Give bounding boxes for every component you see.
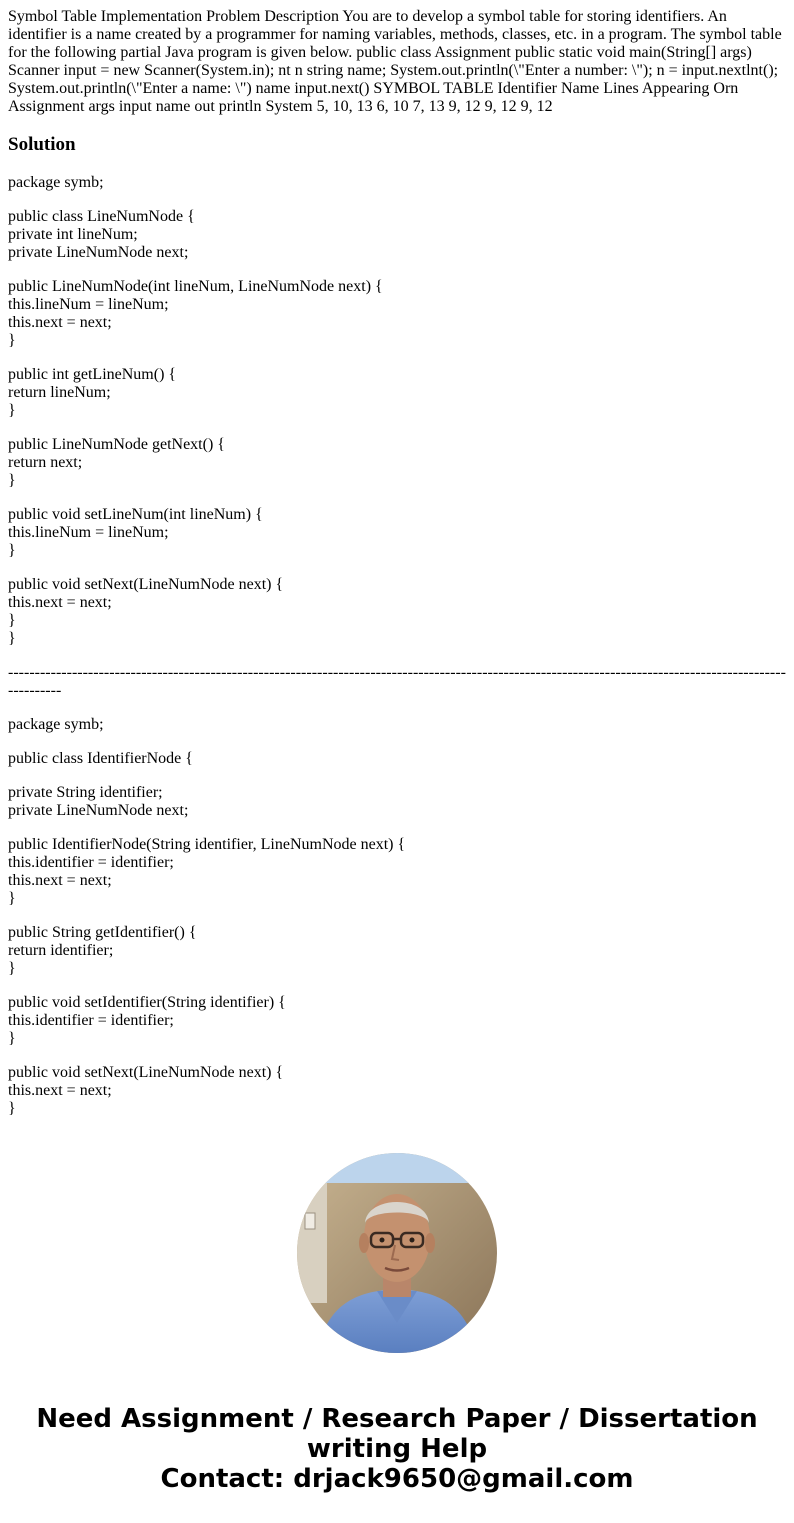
code-line: private String identifier; [8,784,163,801]
code-line: this.next = next; [8,1082,112,1099]
code-section-identifier-node [8,716,786,1118]
solution-heading: Solution [8,134,76,155]
promo-banner [0,1404,794,1494]
code-line: } [8,960,16,977]
code-line: public class IdentifierNode { [8,750,193,767]
code-line: return next; [8,454,83,471]
code-line: this.next = next; [8,314,112,331]
code-section-line-num-node [8,174,786,648]
promo-contact: Contact: drjack9650@gmail.com [160,1464,634,1494]
code-line: public void setNext(LineNumNode next) { [8,576,284,593]
code-line: return identifier; [8,942,114,959]
code-line: } [8,612,16,629]
code-block [8,208,786,262]
code-line: } [8,1030,16,1047]
author-avatar [297,1153,497,1353]
code-line: this.next = next; [8,594,112,611]
code-block [8,924,786,978]
code-line: } [8,542,16,559]
code-line: } [8,890,16,907]
code-line: this.lineNum = lineNum; [8,524,169,541]
code-block [8,174,786,192]
code-line: public void setNext(LineNumNode next) { [8,1064,284,1081]
promo-line-2: writing Help [306,1434,488,1464]
code-block [8,994,786,1048]
promo-line-1: Need Assignment / Research Paper / Dissertation [36,1404,758,1434]
code-line: } [8,630,16,647]
code-line: public int getLineNum() { [8,366,177,383]
code-line: this.identifier = identifier; [8,854,174,871]
code-line: private int lineNum; [8,226,138,243]
code-line: } [8,472,16,489]
code-block [8,278,786,350]
code-line: public LineNumNode(int lineNum, LineNumNode next) { [8,278,383,295]
code-block [8,576,786,648]
code-line: public String getIdentifier() { [8,924,197,941]
code-line: private LineNumNode next; [8,802,189,819]
code-line: public IdentifierNode(String identifier, LineNumNode next) { [8,836,406,853]
code-block [8,784,786,820]
code-line: } [8,332,16,349]
code-line: public void setLineNum(int lineNum) { [8,506,263,523]
person-photo-icon [297,1153,497,1353]
code-line: this.identifier = identifier; [8,1012,174,1029]
code-line: return lineNum; [8,384,111,401]
problem-description: Symbol Table Implementation Problem Description You are to develop a symbol table for storing identifiers. An identifier is a name created by a programmer for naming variables, methods, classes, etc. in a program. The symbol table for the following partial Java program is given below. public class Assignment public static void main(String[] args) Scanner input = new Scanner(System.in); nt n string name; System.out.println(\"Enter a number: \"); n = input.nextlnt(); System.out.println(\"Enter a name: \") name input.next() SYMBOL TABLE Identifier Name Lines Appearing Orn Assignment args input name out println System 5, 10, 13 6, 10 7, 13 9, 12 9, 12 9, 12 [8,8,782,115]
code-block [8,836,786,908]
code-line: public class LineNumNode { [8,208,195,225]
code-line: package symb; [8,716,104,733]
document-page [8,8,786,1134]
code-block [8,716,786,734]
code-line: public LineNumNode getNext() { [8,436,225,453]
code-block [8,750,786,768]
code-line: this.lineNum = lineNum; [8,296,169,313]
code-block [8,506,786,560]
code-block [8,436,786,490]
code-line: this.next = next; [8,872,112,889]
code-block [8,1064,786,1118]
code-line: public void setIdentifier(String identifier) { [8,994,286,1011]
code-line: private LineNumNode next; [8,244,189,261]
code-line: } [8,402,16,419]
code-line: } [8,1100,16,1117]
code-block [8,366,786,420]
separator-line: ------------------------------------------------------------------------------------------------------------------------------------------------------------ [8,664,786,699]
code-line: package symb; [8,174,104,191]
